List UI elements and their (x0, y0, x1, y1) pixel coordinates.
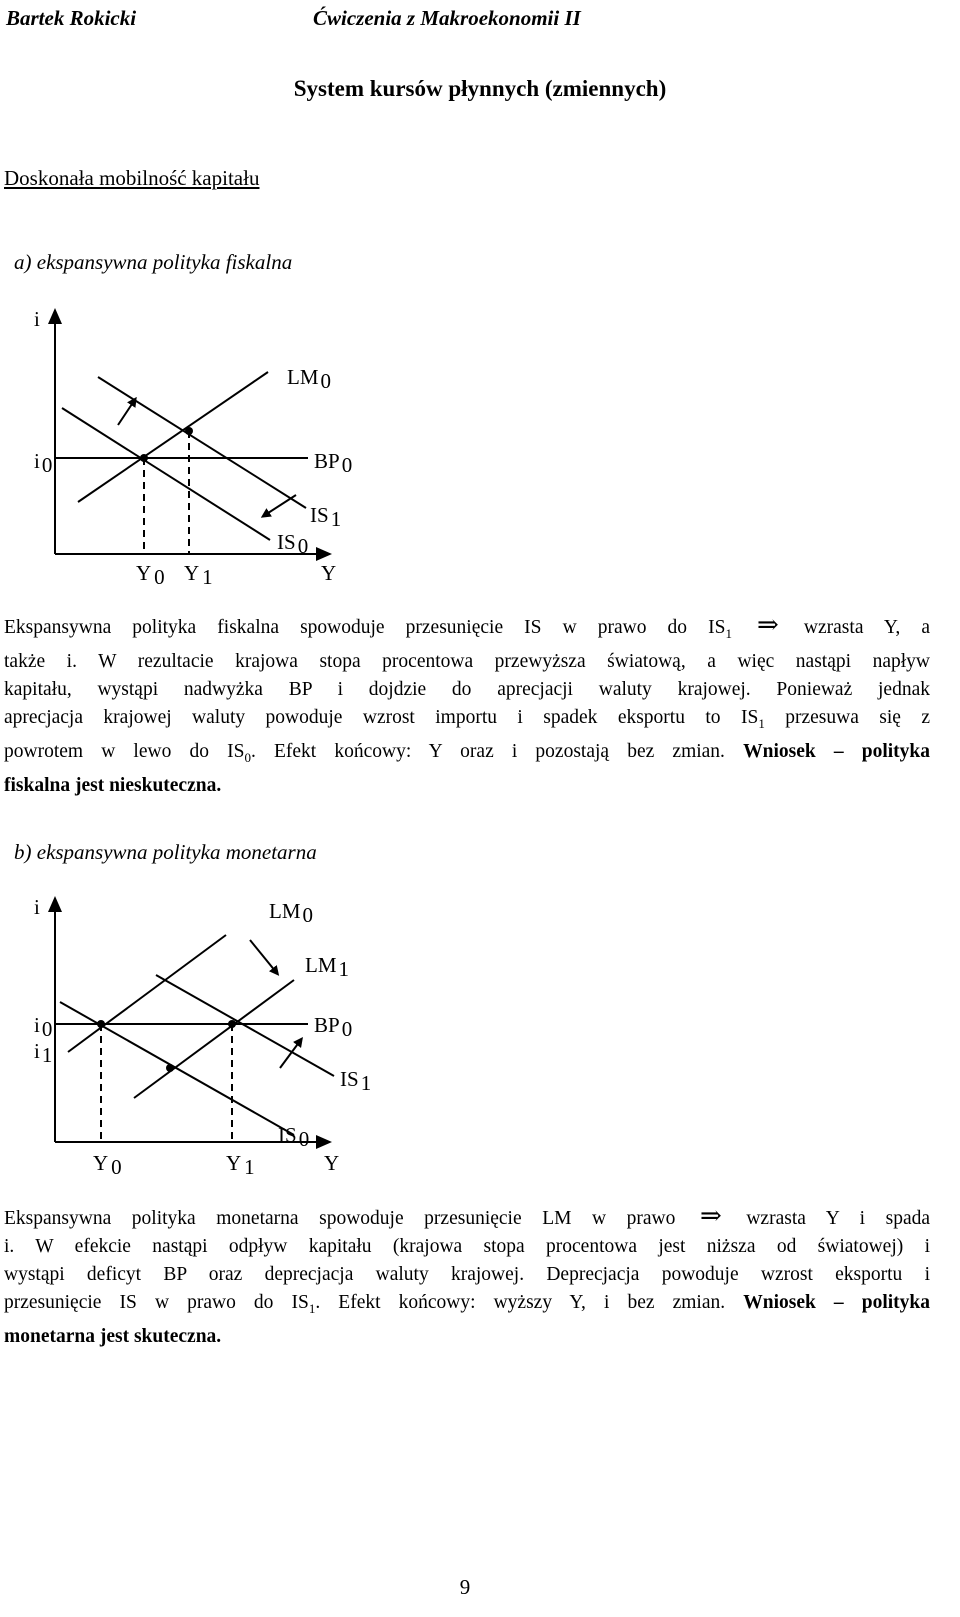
implies-arrow-icon: ⇒ (757, 610, 779, 639)
text-line: aprecjacja krajowej waluty powoduje wzrost importu i spadek eksportu to $IS_1$ przesuwa się z (4, 706, 931, 731)
section-a-heading: a) ekspansywna polityka fiskalna (14, 250, 293, 274)
text-line: i. W efekcie nastąpi odpływ kapitału (krajowa stopa procentowa jest niższa od światowej) i (4, 1236, 930, 1257)
equilibrium-point-temp (166, 1064, 174, 1072)
diagram-b (0, 880, 960, 1180)
y-axis-arrow-icon (48, 896, 62, 912)
text-line: Ekspansywna polityka monetarna spowoduje przesunięcie LM w prawo ⇒ wzrasta Y i spada (4, 1201, 931, 1230)
axis-label-y: Y (321, 561, 337, 585)
equilibrium-point-1 (228, 1020, 236, 1028)
label-y1: Y 1 (226, 1151, 255, 1179)
axis-label-i: i (34, 307, 40, 331)
header-course: Ćwiczenia z Makroekonomii II (313, 6, 581, 30)
is0-line (62, 408, 270, 540)
lm0-line (68, 935, 226, 1052)
label-y0: Y 0 (93, 1151, 122, 1179)
is1-line (98, 377, 306, 508)
equilibrium-point-0 (97, 1020, 105, 1028)
x-axis-arrow-icon (316, 1135, 332, 1149)
equilibrium-point-0 (140, 454, 148, 462)
label-bp0: BP0 (314, 1013, 353, 1041)
text-line: fiskalna jest nieskuteczna. (4, 774, 222, 796)
label-lm0: LM0 (287, 365, 331, 393)
text-line: powrotem w lewo do $IS_0$. Efekt końcowy: Y oraz i pozostają bez zmian. Wniosek – polityka (4, 740, 930, 765)
equilibrium-point-1 (185, 427, 193, 435)
page-number: 9 (459, 1575, 471, 1599)
axis-label-y: Y (324, 1151, 340, 1175)
y-axis-arrow-icon (48, 308, 62, 324)
header-author: Bartek Rokicki (6, 6, 137, 30)
text-line: także i. W rezultacie krajowa stopa procentowa przewyższa światową, a więc nastąpi napływ (4, 650, 930, 672)
shift-arrow-left (265, 495, 296, 515)
label-is0: IS0 (278, 1123, 310, 1151)
text-line: przesunięcie IS w prawo do $IS_1$. Efekt końcowy: wyższy Y, i bez zmian. Wniosek – polityka (4, 1292, 931, 1316)
section-a-text (4, 610, 931, 800)
label-is0: IS0 (277, 530, 309, 558)
label-y1: Y 1 (184, 561, 213, 589)
shift-arrow-right (118, 401, 134, 425)
label-y0: Y 0 (136, 561, 165, 589)
is0-line (60, 1002, 294, 1135)
diagram-a (0, 300, 960, 600)
text-line: monetarna jest skuteczna. (4, 1325, 222, 1347)
shift-arrow-lm (250, 940, 276, 972)
page-title: System kursów płynnych (zmiennych) (293, 76, 667, 101)
label-i0: i0 (34, 449, 53, 477)
label-lm1: LM1 (305, 953, 349, 981)
label-is1: IS1 (310, 503, 342, 531)
label-bp0: BP0 (314, 449, 353, 477)
text-line: kapitału, wystąpi nadwyżka BP i dojdzie do aprecjacji waluty krajowej. Ponieważ jednak (4, 678, 930, 700)
subheading: Doskonała mobilność kapitału (4, 166, 260, 190)
text-line: Ekspansywna polityka fiskalna spowoduje przesunięcie IS w prawo do $IS_1$ ⇒ wzrasta Y, a (4, 610, 930, 641)
axis-label-i: i (34, 895, 40, 919)
implies-arrow-icon: ⇒ (699, 1201, 722, 1230)
section-b-text (4, 1201, 931, 1351)
label-lm0: LM0 (269, 899, 313, 927)
label-is1: IS1 (340, 1067, 372, 1095)
label-i1: i1 (34, 1039, 53, 1067)
section-b-heading: b) ekspansywna polityka monetarna (14, 840, 317, 864)
text-line: wystąpi deficyt BP oraz deprecjacja waluty krajowej. Deprecjacja powoduje wzrost eksportu i (4, 1264, 930, 1285)
label-i0: i0 (34, 1013, 53, 1041)
x-axis-arrow-icon (316, 547, 332, 561)
